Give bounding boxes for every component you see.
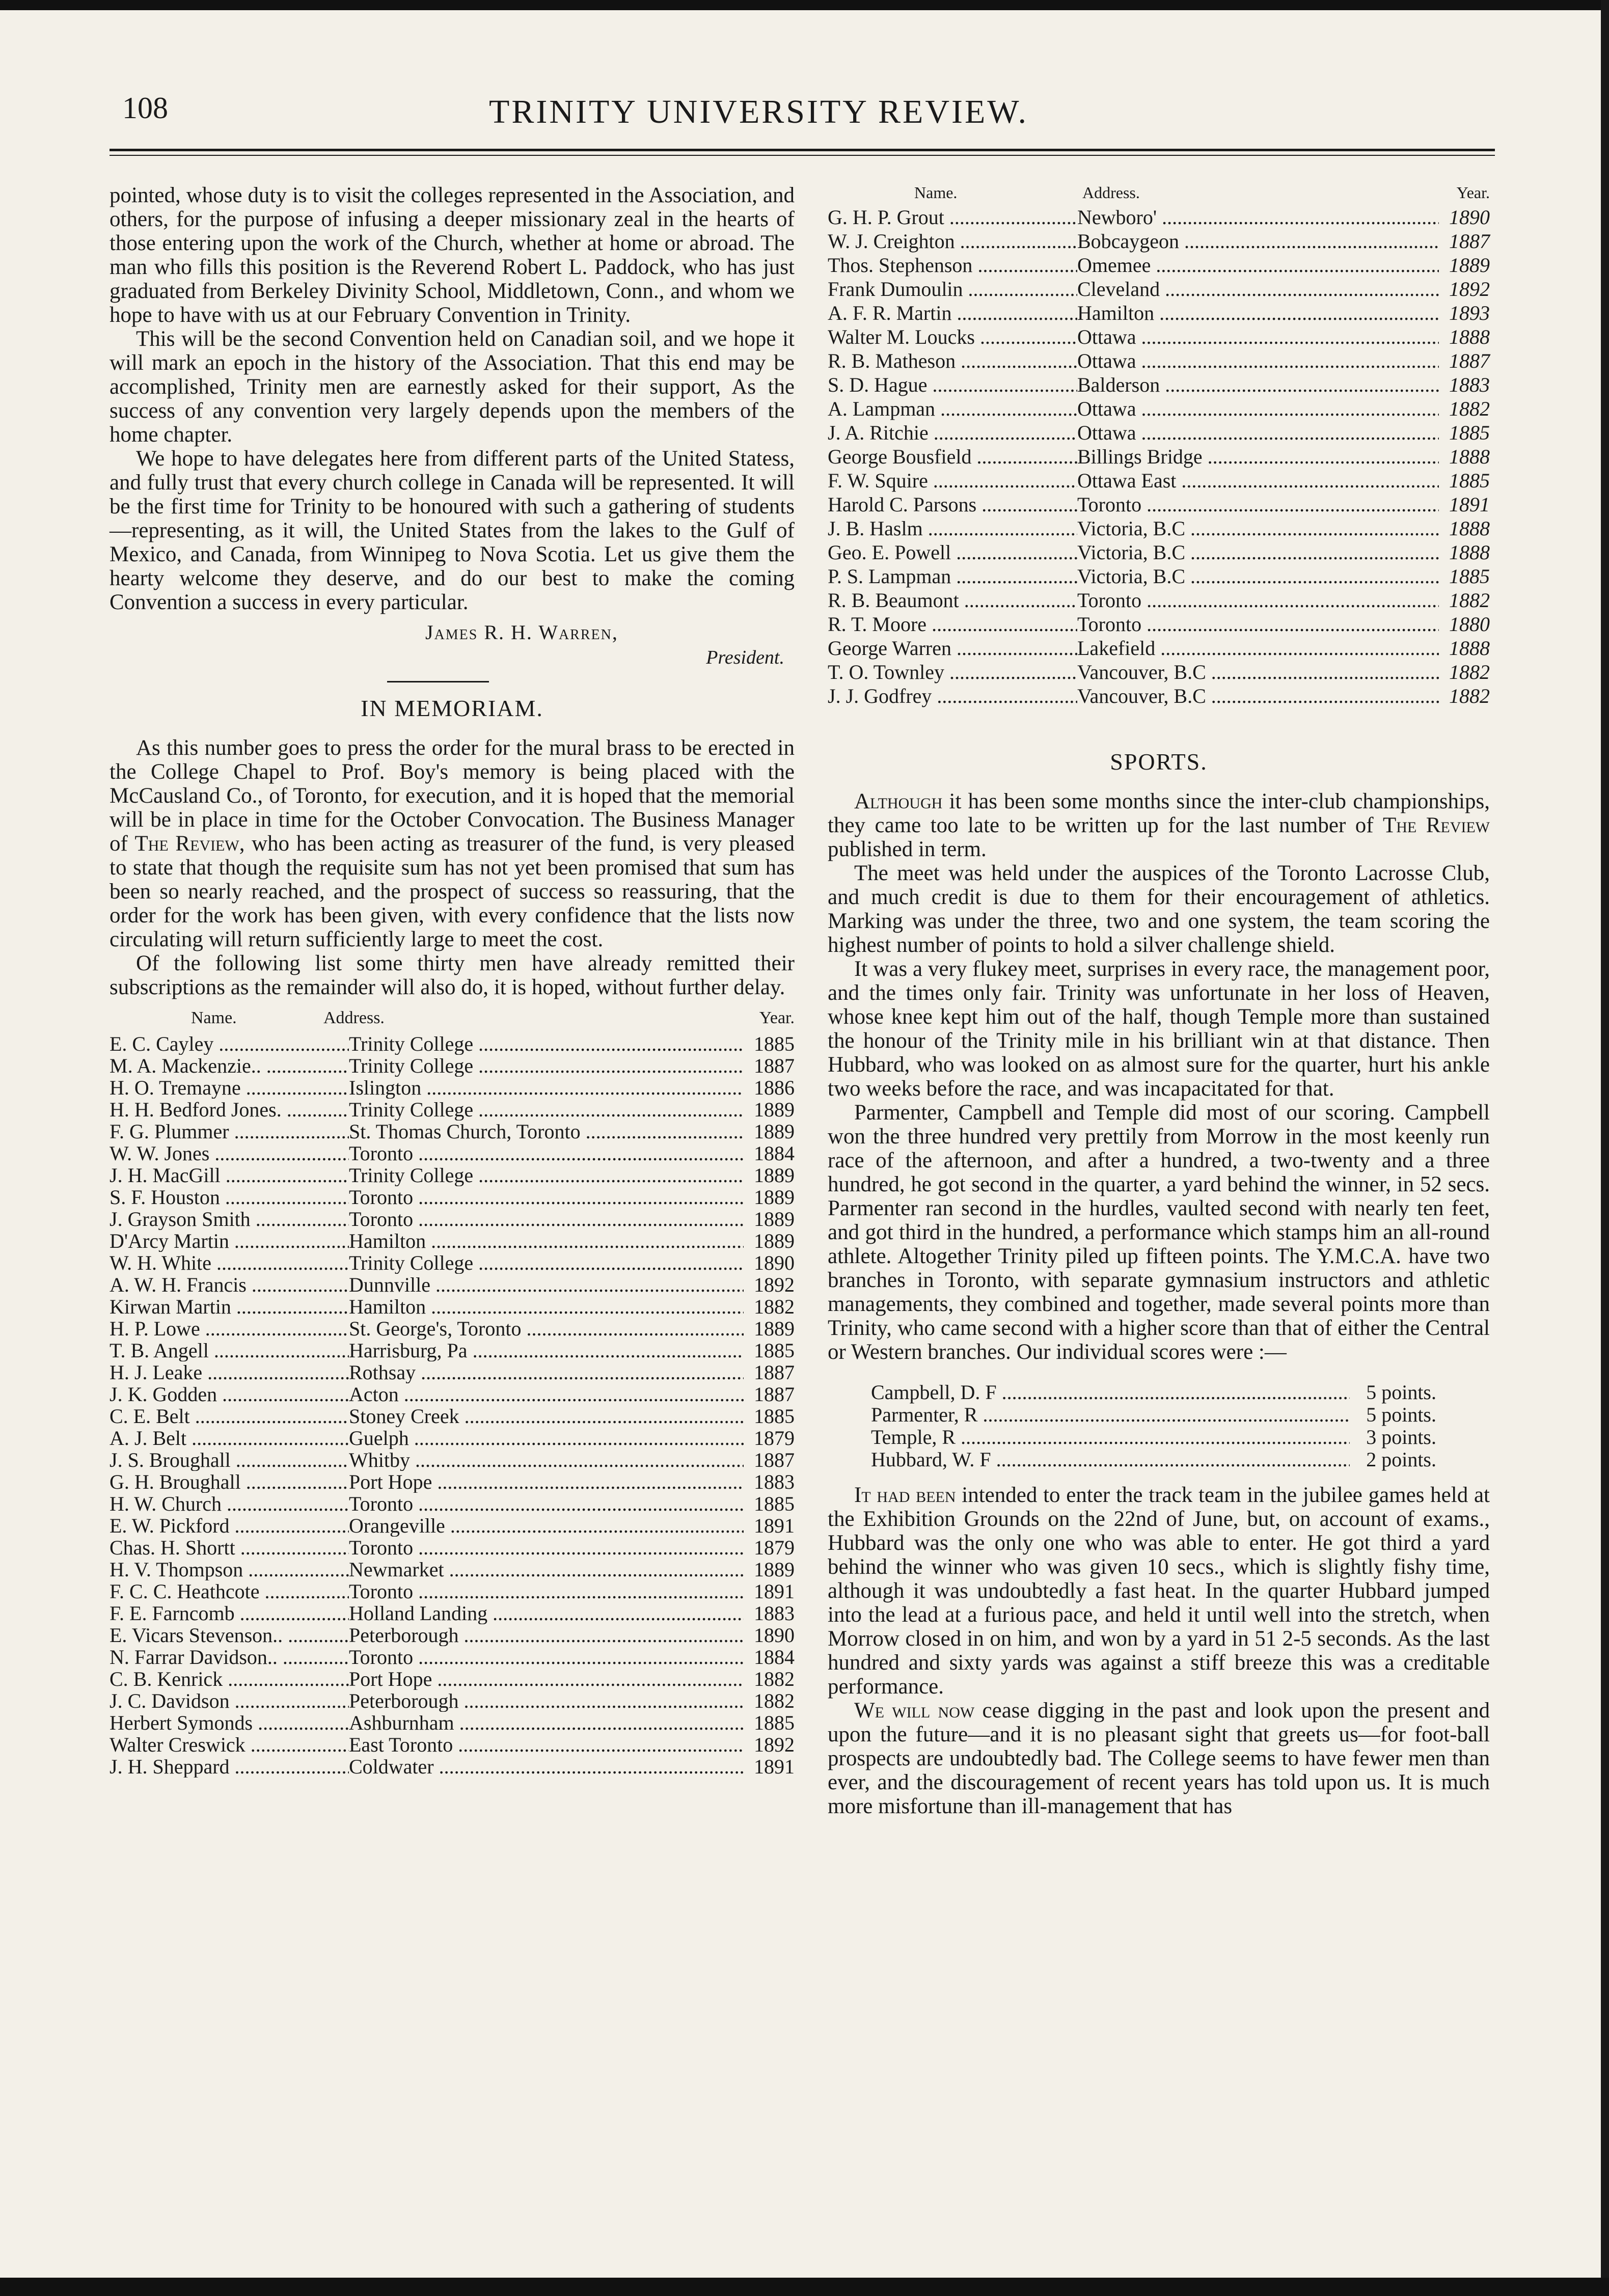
list-row: [828, 684, 1490, 708]
subscriber-address: St. Thomas Church, Toronto .....: [349, 1120, 744, 1142]
subscriber-address: Toronto .....: [1077, 612, 1439, 636]
list-row: [110, 1208, 795, 1230]
list-row: [110, 1033, 795, 1055]
subscriber-year: 1887: [754, 1383, 795, 1406]
subscriber-year: 1892: [1449, 278, 1490, 300]
subscriber-year: 1890: [1449, 206, 1490, 229]
subscriber-year: 1889: [754, 1208, 795, 1231]
subscriber-name: G. H. Broughall .....: [110, 1471, 349, 1493]
list-row: [110, 1252, 795, 1274]
list-row: [828, 421, 1490, 445]
subscriber-name: Geo. E. Powell .....: [828, 540, 1077, 564]
subscriber-address: Rothsay .....: [349, 1361, 744, 1383]
subscriber-address: Victoria, B.C .....: [1077, 540, 1439, 564]
subscriber-address: Toronto .....: [349, 1493, 744, 1515]
subscriber-address: Trinity College .....: [349, 1033, 744, 1055]
list-row: [828, 445, 1490, 469]
sports-paragraph-4: Parmenter, Campbell and Temple did most of our scoring. Campbell won the three hundred very prettily from Morrow in the most keenly run race of the afternoon, and after a hundred, a two-twenty and a three hundred, he got second in the quarter, a yard behind the winner, in 52 secs. Parmenter ran second in the hurdles, vaulted second with nearly ten feet, and got third in the hundred, a performance which stamps him an all-round athlete. Altogether Trinity piled up fifteen points. The Y.M.C.A. have two branches in Toronto, with separate gymnasium instructors and athletic managements, they combined and together, made several points more than Trinity, who came second with a higher score than that of either the Central or Western branches. Our individual scores were :—: [828, 1101, 1490, 1364]
score-row: [871, 1404, 1436, 1426]
subscriber-name: Frank Dumoulin .....: [828, 277, 1077, 301]
subscriber-year: 1885: [754, 1405, 795, 1428]
list-row: [828, 397, 1490, 421]
list-row: [110, 1515, 795, 1537]
subscriber-year: 1885: [754, 1711, 795, 1734]
list-row: [110, 1340, 795, 1361]
subscriber-year: 1889: [754, 1558, 795, 1581]
subscriber-name: N. Farrar Davidson.. .....: [110, 1646, 349, 1668]
score-row: [871, 1381, 1436, 1404]
subscriber-name: George Bousfield .....: [828, 445, 1077, 469]
subscriber-year: 1882: [1449, 685, 1490, 707]
subscriber-name: W. W. Jones .....: [110, 1142, 349, 1164]
subscriber-year: 1889: [754, 1229, 795, 1252]
subscriber-name: S. D. Hague .....: [828, 373, 1077, 397]
athlete-name: Campbell, D. F .....: [871, 1381, 1350, 1404]
list-row: [110, 1668, 795, 1690]
list-row: [110, 1383, 795, 1405]
athlete-points: 5 points.: [1366, 1403, 1436, 1426]
sports-paragraph-2: The meet was held under the auspices of the Toronto Lacrosse Club, and much credit is due to them for their encouragement of athletics. Marking was under the three, two and one system, the team scoring the highest number of points to hold a silver challenge shield.: [828, 861, 1490, 957]
list-row: [110, 1449, 795, 1471]
subscriber-address: Port Hope .....: [349, 1471, 744, 1493]
list-row: [110, 1756, 795, 1778]
subscriber-year: 1882: [754, 1668, 795, 1690]
list-row: [828, 469, 1490, 493]
memoriam-paragraph-1: As this number goes to press the order for the mural brass to be erected in the College Chapel to Prof. Boy's memory is being placed with the McCausland Co., of Toronto, for execution, and it is hoped that the memorial will be in place in time for the October Convocation. The Business Manager of The Review, who has been acting as treasurer of the fund, is very pleased to state that though the requisite sum has not yet been promised that sum has been so nearly reached, and the prospect of success so reassuring, that the order for the work has been given, with every confidence that the lists now circulating will return sufficiently large to meet the cost.: [110, 736, 795, 951]
list-row: [110, 1099, 795, 1120]
subscriber-year: 1887: [754, 1448, 795, 1471]
subscriber-address: Newboro' .....: [1077, 205, 1439, 229]
subscriber-address: Holland Landing .....: [349, 1602, 744, 1624]
list-header-year: Year.: [759, 1008, 795, 1027]
subscriber-year: 1890: [754, 1251, 795, 1274]
subscriber-address: Coldwater .....: [349, 1756, 744, 1778]
memoriam-paragraph-2: Of the following list some thirty men have already remitted their subscriptions as the remainder will also do, it is hoped, without further delay.: [110, 951, 795, 999]
athlete-name: Temple, R .....: [871, 1426, 1350, 1448]
subscription-list-header: [110, 1008, 795, 1028]
list-row: [110, 1602, 795, 1624]
page-number: 108: [122, 91, 168, 125]
subscriber-address: Vancouver, B.C .....: [1077, 684, 1439, 708]
subscriber-name: D'Arcy Martin .....: [110, 1230, 349, 1252]
subscriber-year: 1889: [754, 1098, 795, 1121]
list-row: [110, 1559, 795, 1580]
subscriber-name: J. B. Haslm .....: [828, 516, 1077, 540]
subscriber-name: C. E. Belt .....: [110, 1405, 349, 1427]
subscriber-address: Ottawa East .....: [1077, 469, 1439, 493]
subscriber-name: F. W. Squire .....: [828, 469, 1077, 493]
scan-edge-top: [0, 0, 1609, 10]
subscriber-address: Peterborough .....: [349, 1624, 744, 1646]
journal-title: TRINITY UNIVERSITY REVIEW.: [489, 93, 1029, 130]
subscriber-year: 1885: [1449, 565, 1490, 588]
list-row: [110, 1142, 795, 1164]
list-row: [110, 1318, 795, 1340]
subscriber-address: Toronto .....: [349, 1208, 744, 1230]
subscriber-year: 1888: [1449, 517, 1490, 540]
list-row: [828, 612, 1490, 636]
subscriber-name: George Warren .....: [828, 636, 1077, 660]
subscriber-address: Toronto .....: [349, 1537, 744, 1559]
intro-paragraph-1: pointed, whose duty is to visit the colleges represented in the Association, and others, for the purpose of infusing a deeper missionary zeal in the hearts of those entering upon the work of the Church, whether at home or abroad. The man who fills this position is the Reverend Robert L. Paddock, who has just graduated from Berkeley Divinity School, Middletown, Conn., and whom we hope to have with us at our February Convention in Trinity.: [110, 183, 795, 327]
subscriber-address: Victoria, B.C .....: [1077, 516, 1439, 540]
subscriber-address: Ashburnham .....: [349, 1712, 744, 1734]
subscriber-address: Bobcaygeon .....: [1077, 229, 1439, 253]
subscriber-address: Islington .....: [349, 1077, 744, 1099]
subscriber-name: E. W. Pickford .....: [110, 1515, 349, 1537]
sports-paragraph-3: It was a very flukey meet, surprises in every race, the management poor, and the times only fair. Trinity was unfortunate in her loss of Heaven, whose knee kept him out of the half, though Temple more than sustained the honour of the Trinity mile in his brilliant win at that distance. Then Hubbard, who was looked on as almost sure for the quarter, hurt his ankle two weeks before the race, and was incapacitated for that.: [828, 957, 1490, 1101]
scan-edge-bottom: [0, 2278, 1609, 2296]
subscriber-name: R. B. Matheson .....: [828, 349, 1077, 373]
list-row: [828, 253, 1490, 277]
subscriber-address: Orangeville .....: [349, 1515, 744, 1537]
subscriber-address: Acton .....: [349, 1383, 744, 1405]
subscriber-year: 1888: [1449, 637, 1490, 660]
list-header-name: Name.: [191, 1008, 237, 1027]
subscriber-name: A. J. Belt .....: [110, 1427, 349, 1449]
subscriber-address: Vancouver, B.C .....: [1077, 660, 1439, 684]
left-column: [110, 183, 795, 1778]
subscriber-address: Newmarket .....: [349, 1559, 744, 1580]
subscriber-address: Lakefield .....: [1077, 636, 1439, 660]
subscriber-year: 1889: [754, 1186, 795, 1209]
subscriber-year: 1882: [754, 1689, 795, 1712]
list-row: [110, 1690, 795, 1712]
subscriber-year: 1888: [1449, 325, 1490, 348]
subscriber-address: Dunnville .....: [349, 1274, 744, 1296]
subscriber-name: R. T. Moore .....: [828, 612, 1077, 636]
signature-title: President.: [706, 647, 784, 668]
subscriber-year: 1887: [1449, 230, 1490, 253]
subscriber-address: Trinity College .....: [349, 1099, 744, 1120]
subscriber-year: 1893: [1449, 302, 1490, 324]
subscriber-year: 1891: [754, 1580, 795, 1603]
list-row: [828, 229, 1490, 253]
subscriber-year: 1885: [754, 1032, 795, 1055]
subscriber-name: Harold C. Parsons .....: [828, 493, 1077, 516]
section-divider: [387, 681, 489, 682]
sports-paragraph-5: It had been intended to enter the track team in the jubilee games held at the Exhibition Grounds on the 22nd of June, but, on account of exams., Hubbard was the only one who was able to enter. He got third a yard behind the winner who was given 10 secs., which is slightly fishy time, although it was undoubtedly a fast heat. In the quarter Hubbard jumped into the lead at a furious pace, and held it until well into the stretch, when Morrow closed in on him, and won by a yard in 51 2-5 seconds. As the last hundred and sixty yards was against a stiff breeze this was a creditable performance.: [828, 1483, 1490, 1699]
subscriber-address: Trinity College .....: [349, 1252, 744, 1274]
subscriber-address: Hamilton .....: [349, 1230, 744, 1252]
list-row: [110, 1055, 795, 1077]
athlete-name: Hubbard, W. F .....: [871, 1448, 1350, 1471]
subscriber-year: 1892: [754, 1273, 795, 1296]
subscriber-name: H. H. Bedford Jones. .....: [110, 1099, 349, 1120]
subscriber-address: East Toronto .....: [349, 1734, 744, 1756]
spacer: [1113, 734, 1215, 736]
athlete-points: 2 points.: [1366, 1448, 1436, 1471]
subscriber-name: H. V. Thompson .....: [110, 1559, 349, 1580]
subscriber-year: 1891: [754, 1514, 795, 1537]
subscriber-address: Victoria, B.C .....: [1077, 564, 1439, 588]
subscriber-year: 1885: [1449, 469, 1490, 492]
score-row: [871, 1426, 1436, 1448]
list-row: [110, 1734, 795, 1756]
subscriber-year: 1885: [754, 1339, 795, 1362]
subscription-list-left: [110, 1033, 795, 1778]
subscriber-name: Kirwan Martin .....: [110, 1296, 349, 1318]
subscriber-year: 1883: [1449, 373, 1490, 396]
subscriber-name: W. J. Creighton .....: [828, 229, 1077, 253]
list-row: [110, 1164, 795, 1186]
subscriber-year: 1889: [1449, 254, 1490, 277]
subscriber-year: 1883: [754, 1470, 795, 1493]
subscriber-name: J. J. Godfrey .....: [828, 684, 1077, 708]
subscriber-name: J. C. Davidson .....: [110, 1690, 349, 1712]
subscriber-name: J. S. Broughall .....: [110, 1449, 349, 1471]
sports-paragraph-6: We will now cease digging in the past and look upon the present and upon the future—and it is no pleasant sight that greets us—for foot-ball prospects are undoubtedly bad. The College seems to have fewer men than ever, and the discouragement of recent years has told upon us. It is much more misfortune than ill-management that has: [828, 1699, 1490, 1818]
subscriber-year: 1884: [754, 1142, 795, 1165]
subscriber-name: H. O. Tremayne .....: [110, 1077, 349, 1099]
subscriber-year: 1885: [754, 1492, 795, 1515]
subscriber-year: 1889: [754, 1317, 795, 1340]
subscriber-address: Ottawa .....: [1077, 349, 1439, 373]
athlete-points: 5 points.: [1366, 1381, 1436, 1404]
subscriber-address: Ottawa .....: [1077, 421, 1439, 445]
list-row: [828, 205, 1490, 229]
subscriber-name: A. Lampman .....: [828, 397, 1077, 421]
list-row: [110, 1646, 795, 1668]
subscriber-address: Peterborough .....: [349, 1690, 744, 1712]
subscriber-year: 1887: [754, 1054, 795, 1077]
subscriber-name: A. F. R. Martin .....: [828, 301, 1077, 325]
subscriber-year: 1879: [754, 1536, 795, 1559]
subscriber-name: J. Grayson Smith .....: [110, 1208, 349, 1230]
subscriber-address: St. George's, Toronto .....: [349, 1318, 744, 1340]
subscriber-name: F. G. Plummer .....: [110, 1120, 349, 1142]
subscriber-year: 1890: [754, 1624, 795, 1647]
subscriber-name: J. H. MacGill .....: [110, 1164, 349, 1186]
subscriber-name: H. W. Church .....: [110, 1493, 349, 1515]
subscriber-year: 1882: [1449, 589, 1490, 612]
list-row: [110, 1120, 795, 1142]
list-row: [110, 1405, 795, 1427]
subscription-list-right: [828, 205, 1490, 708]
score-row: [871, 1448, 1436, 1471]
subscriber-year: 1887: [1449, 349, 1490, 372]
subscriber-year: 1891: [1449, 493, 1490, 516]
subscriber-address: Toronto .....: [349, 1646, 744, 1668]
subscription-list-header-right: [828, 183, 1490, 202]
list-row: [110, 1361, 795, 1383]
subscriber-name: H. J. Leake .....: [110, 1361, 349, 1383]
list-row: [110, 1537, 795, 1559]
subscriber-name: E. Vicars Stevenson.. .....: [110, 1624, 349, 1646]
list-row: [110, 1186, 795, 1208]
subscriber-address: Whitby .....: [349, 1449, 744, 1471]
list-row: [828, 588, 1490, 612]
subscriber-year: 1889: [754, 1120, 795, 1143]
list-header-name: Name.: [914, 183, 958, 202]
subscriber-name: C. B. Kenrick .....: [110, 1668, 349, 1690]
subscriber-year: 1888: [1449, 445, 1490, 468]
subscriber-name: Chas. H. Shortt .....: [110, 1537, 349, 1559]
subscriber-name: M. A. Mackenzie.. .....: [110, 1055, 349, 1077]
subscriber-name: J. K. Godden .....: [110, 1383, 349, 1405]
subscriber-address: Hamilton .....: [1077, 301, 1439, 325]
sports-heading: SPORTS.: [1110, 749, 1208, 775]
subscriber-year: 1885: [1449, 421, 1490, 444]
subscriber-year: 1887: [754, 1361, 795, 1384]
list-row: [110, 1077, 795, 1099]
signature-name: James R. H. Warren,: [425, 621, 618, 644]
subscriber-name: F. E. Farncomb .....: [110, 1602, 349, 1624]
subscriber-name: F. C. C. Heathcote .....: [110, 1580, 349, 1602]
list-header-address: Address.: [1082, 183, 1140, 202]
list-row: [828, 349, 1490, 373]
list-row: [828, 516, 1490, 540]
intro-paragraph-2: This will be the second Convention held on Canadian soil, and we hope it will mark an epoch in the history of the Association. That this end may be accomplished, Trinity men are earnestly asked for their support, As the success of any convention very largely depends upon the members of the home chapter.: [110, 327, 795, 447]
subscriber-year: 1891: [754, 1755, 795, 1778]
list-row: [110, 1624, 795, 1646]
list-row: [110, 1274, 795, 1296]
subscriber-address: Toronto .....: [349, 1186, 744, 1208]
subscriber-address: Toronto .....: [349, 1142, 744, 1164]
list-row: [828, 373, 1490, 397]
subscriber-name: R. B. Beaumont .....: [828, 588, 1077, 612]
subscriber-address: Port Hope .....: [349, 1668, 744, 1690]
subscriber-address: Toronto .....: [349, 1580, 744, 1602]
list-row: [828, 564, 1490, 588]
subscriber-year: 1882: [754, 1295, 795, 1318]
subscriber-address: Ottawa .....: [1077, 397, 1439, 421]
subscriber-address: Trinity College .....: [349, 1055, 744, 1077]
subscriber-name: S. F. Houston .....: [110, 1186, 349, 1208]
subscriber-name: T. B. Angell .....: [110, 1340, 349, 1361]
subscriber-address: Guelph .....: [349, 1427, 744, 1449]
list-row: [110, 1296, 795, 1318]
athlete-points: 3 points.: [1366, 1426, 1436, 1448]
list-row: [110, 1230, 795, 1252]
subscriber-name: T. O. Townley .....: [828, 660, 1077, 684]
list-row: [828, 325, 1490, 349]
list-row: [828, 660, 1490, 684]
list-header-address: Address.: [323, 1008, 385, 1027]
subscriber-name: E. C. Cayley .....: [110, 1033, 349, 1055]
subscriber-address: Cleveland .....: [1077, 277, 1439, 301]
subscriber-name: Walter M. Loucks .....: [828, 325, 1077, 349]
subscriber-name: H. P. Lowe .....: [110, 1318, 349, 1340]
list-header-year: Year.: [1456, 183, 1490, 202]
subscriber-name: A. W. H. Francis .....: [110, 1274, 349, 1296]
list-row: [110, 1471, 795, 1493]
intro-paragraph-3: We hope to have delegates here from different parts of the United Statess, and fully trust that every church college in Canada will be represented. It will be the first time for Trinity to be honoured with such a gathering of students—representing, as it will, the United States from the lakes to the Gulf of Mexico, and Canada, from Winnipeg to Nova Scotia. Let us give them the hearty welcome they deserve, and do our best to make the coming Convention a success in every particular.: [110, 447, 795, 614]
list-row: [110, 1427, 795, 1449]
subscriber-year: 1880: [1449, 613, 1490, 636]
subscriber-address: Toronto .....: [1077, 588, 1439, 612]
list-row: [828, 540, 1490, 564]
subscriber-address: Hamilton .....: [349, 1296, 744, 1318]
subscriber-address: Ottawa .....: [1077, 325, 1439, 349]
subscriber-year: 1883: [754, 1602, 795, 1625]
subscriber-name: W. H. White .....: [110, 1252, 349, 1274]
subscriber-year: 1886: [754, 1076, 795, 1099]
right-column: [828, 183, 1490, 1818]
subscriber-name: Herbert Symonds .....: [110, 1712, 349, 1734]
subscriber-name: G. H. P. Grout .....: [828, 205, 1077, 229]
subscriber-year: 1879: [754, 1427, 795, 1450]
list-row: [110, 1712, 795, 1734]
athlete-name: Parmenter, R .....: [871, 1404, 1350, 1426]
subscriber-name: Thos. Stephenson .....: [828, 253, 1077, 277]
subscriber-address: Stoney Creek .....: [349, 1405, 744, 1427]
subscriber-address: Balderson .....: [1077, 373, 1439, 397]
subscriber-address: Trinity College .....: [349, 1164, 744, 1186]
subscriber-name: Walter Creswick .....: [110, 1734, 349, 1756]
subscriber-name: P. S. Lampman .....: [828, 564, 1077, 588]
subscriber-name: J. A. Ritchie .....: [828, 421, 1077, 445]
individual-scores: [871, 1381, 1436, 1471]
memoriam-heading: IN MEMORIAM.: [361, 695, 543, 721]
subscriber-year: 1888: [1449, 541, 1490, 564]
subscriber-address: Omemee .....: [1077, 253, 1439, 277]
subscriber-year: 1884: [754, 1646, 795, 1669]
subscriber-year: 1882: [1449, 397, 1490, 420]
subscriber-name: J. H. Sheppard .....: [110, 1756, 349, 1778]
list-row: [828, 277, 1490, 301]
list-row: [110, 1493, 795, 1515]
scan-edge-right: [1601, 0, 1609, 2296]
list-row: [828, 493, 1490, 516]
list-row: [110, 1580, 795, 1602]
subscriber-year: 1882: [1449, 661, 1490, 684]
subscriber-year: 1889: [754, 1164, 795, 1187]
header-rule: [110, 149, 1495, 151]
subscriber-address: Toronto .....: [1077, 493, 1439, 516]
list-row: [828, 301, 1490, 325]
subscriber-address: Billings Bridge .....: [1077, 445, 1439, 469]
sports-paragraph-1: Although it has been some months since the inter-club championships, they came too late to be written up for the last number of The Review published in term.: [828, 789, 1490, 861]
subscriber-year: 1892: [754, 1733, 795, 1756]
list-row: [828, 636, 1490, 660]
subscriber-address: Harrisburg, Pa .....: [349, 1340, 744, 1361]
